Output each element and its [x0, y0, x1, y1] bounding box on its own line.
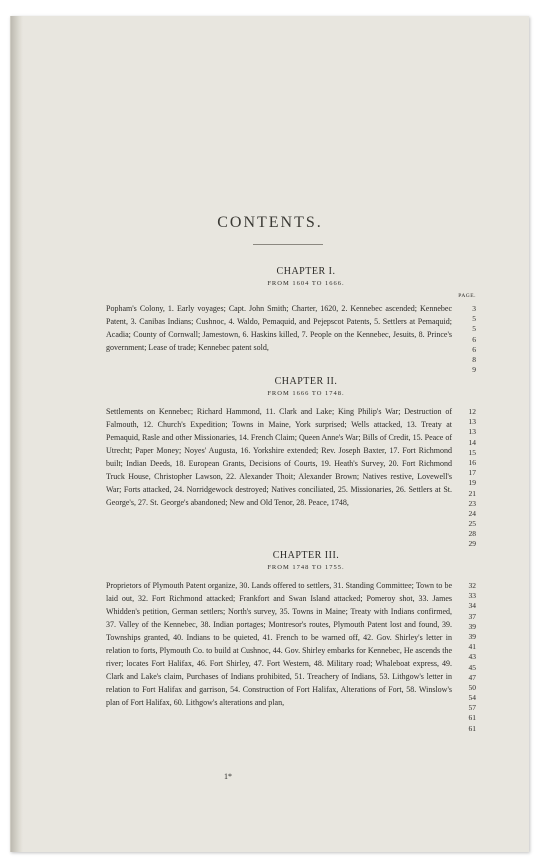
page-number: 16	[468, 457, 476, 467]
chapter-heading: CHAPTER III.	[272, 550, 340, 561]
page-numbers	[454, 405, 476, 548]
chapter-heading: CHAPTER II.	[274, 376, 338, 387]
page-gutter	[11, 16, 23, 852]
chapter-summary: Settlements on Kennebec; Richard Hammond, 11. Clark and Lake; King Philip's War; Destruction of Falmouth, 12. Church's Expedition; Towns in Maine, York surprised; Wells attacked, 13. Treaty at Pemaquid, Rasle and other Missionaries, 14. French Claim; Queen Anne's War; Bills of Credit, 15. Peace of Utrecht; Paper Money; Noyes' Augusta, 16. Yorkshire extended; Rev. Joseph Baxter, 17. Fort Richmond built; Indian Deeds, 18. European Grants, Decisions of Courts, 19. Heath's Survey, 20. Fort Richmond Truck House, Christopher Lawson, 22. Alexander Thoit; Alexander Brown; Natives restive, Lovewell's War; Forts attacked, 24. Norridgewock destroyed; Natives conciliated, 25. Missionaries, 26. Settlers at St. George's, 27. St. George's abandoned; New and Old Tenor, 28. Peace, 1748,	[106, 407, 452, 507]
chapter-1	[106, 266, 506, 375]
chapter-body	[106, 302, 506, 375]
chapter-3	[106, 550, 506, 733]
book-page	[10, 16, 529, 852]
page-number: 28	[468, 529, 476, 539]
page-number: 57	[468, 703, 476, 713]
page-number: 32	[468, 581, 476, 590]
page-number: 13	[468, 417, 476, 427]
signature-mark: 1*	[224, 772, 232, 781]
page-number: 34	[468, 601, 476, 611]
page-number: 39	[468, 621, 476, 631]
chapter-date-range: FROM 1666 TO 1748.	[267, 390, 345, 397]
page-number: 54	[468, 693, 476, 703]
page-number: 19	[468, 478, 476, 488]
page-number: 33	[468, 591, 476, 601]
page-number: 5	[472, 314, 476, 324]
page-number: 13	[468, 427, 476, 437]
title-rule	[253, 244, 323, 245]
page-number: 37	[468, 611, 476, 621]
page-number: 41	[468, 642, 476, 652]
chapter-body	[106, 579, 506, 733]
page-title: CONTENTS.	[217, 214, 323, 231]
page-number: 43	[468, 652, 476, 662]
page-column-label: PAGE.	[458, 293, 476, 299]
chapter-summary: Proprietors of Plymouth Patent organize, 30. Lands offered to settlers, 31. Standing Committee; Town to be laid out, 32. Fort Richmond attacked; Frankfort and Swan Island attacked; Pomeroy shot, 33. James Whidden's petition, German settlers; North's survey, 35. Towns in Maine; Treaty with Indians confirmed, 37. Valley of the Kennebec, 38. Indian portages; Montresor's routes, Plymouth Patent lost and found, 39. Townships granted, 40. Indians to be quieted, 41. French to be warned off, 42. Gov. Shirley's letter in relation to forts, Plymouth Co. to build at Cushnoc, 44. Gov. Shirley embarks for Kennebec, He ascends the river; locates Fort Halifax, 46. Fort Shirley, 47. Fort Western, 48. Military road; Whaleboat express, 49. Clark and Lake's claim, Purchases of Indians prohibited, 51. Treachery of Indians, 53. Lithgow's letter in relation to Fort Halifax and garrison, 54. Construction of Fort Halifax, Alterations of Fort, 58. Winslow's plan of Fort Halifax, 60. Lithgow's alterations and plan,	[106, 581, 452, 707]
page-number: 8	[472, 354, 476, 364]
page-numbers	[454, 302, 476, 373]
page-number: 15	[468, 447, 476, 457]
page-number: 24	[468, 508, 476, 518]
page-number: 14	[468, 437, 476, 447]
page-number: 5	[472, 324, 476, 334]
page-number: 50	[468, 682, 476, 692]
chapter-body	[106, 405, 506, 549]
chapter-date-range: FROM 1748 TO 1755.	[267, 564, 345, 571]
page-number: 47	[468, 672, 476, 682]
page-number: 9	[472, 365, 476, 375]
page-numbers	[454, 579, 476, 732]
page-number: 6	[472, 334, 476, 344]
page-number: 23	[468, 498, 476, 508]
page-number: 61	[468, 713, 476, 723]
page-number: 39	[468, 631, 476, 641]
page-number: 12	[468, 407, 476, 416]
page-number: 17	[468, 468, 476, 478]
page-number: 61	[468, 723, 476, 733]
chapter-date-range: FROM 1604 TO 1666.	[267, 280, 345, 287]
page-number: 29	[468, 539, 476, 549]
page-number: 3	[472, 304, 476, 313]
chapter-heading: CHAPTER I.	[276, 266, 336, 277]
page-number: 45	[468, 662, 476, 672]
page-number: 21	[468, 488, 476, 498]
chapter-2	[106, 376, 506, 549]
chapter-summary: Popham's Colony, 1. Early voyages; Capt. John Smith; Charter, 1620, 2. Kennebec ascended; Kennebec Patent, 3. Canibas Indians; Cushnoc, 4. Waldo, Pemaquid, and Pejepscot Patents, 5. Settlers at Pemaquid; Acadia; County of Cornwall; Jamestown, 6. Haskins killed, 7. People on the Kennebec, Jesuits, 8. Prince's government; Lease of trade; Kennebec patent sold,	[106, 304, 452, 352]
page-number: 25	[468, 519, 476, 529]
page-number: 6	[472, 344, 476, 354]
